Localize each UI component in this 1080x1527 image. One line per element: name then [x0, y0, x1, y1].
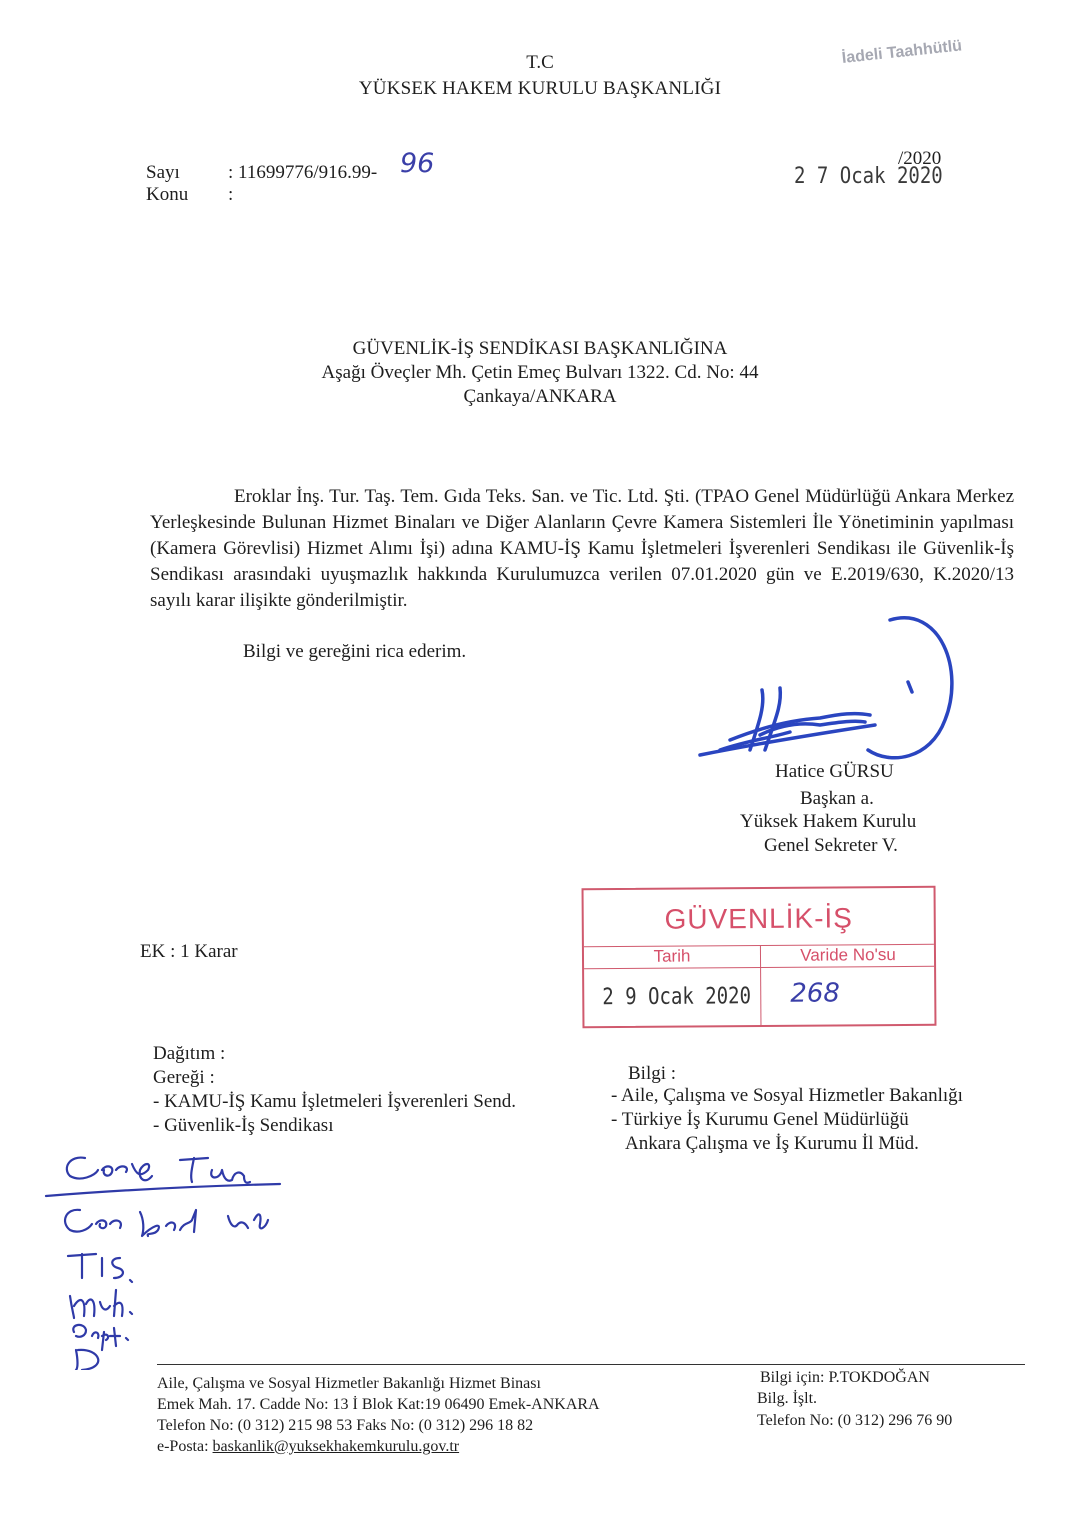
footer-contact-role: Bilg. İşlt.	[757, 1390, 818, 1407]
footer-address-line: Aile, Çalışma ve Sosyal Hizmetler Bakanlığı Hizmet Binası	[157, 1375, 541, 1392]
registered-mail-stamp: İadeli Taahhütlü	[841, 37, 963, 67]
footer-address-line: Emek Mah. 17. Cadde No: 13 İ Blok Kat:19 06490 Emek-ANKARA	[157, 1396, 600, 1413]
gereg-item: - KAMU-İŞ Kamu İşletmeleri İşverenleri Send.	[153, 1091, 517, 1112]
signatory-title-1: Başkan a.	[800, 788, 874, 809]
signatory-title-3: Genel Sekreter V.	[764, 835, 898, 856]
date-stamp: 2 7 Ocak 2020	[794, 163, 943, 189]
handwritten-notes	[40, 1140, 290, 1370]
received-stamp	[582, 886, 937, 1028]
date-printed-year: /2020	[898, 148, 942, 169]
signatory-name: Hatice GÜRSU	[775, 761, 894, 782]
addressee-city: Çankaya/ANKARA	[463, 386, 617, 407]
footer-phone-line: Telefon No: (0 312) 215 98 53 Faks No: (0 312) 296 18 82	[157, 1417, 534, 1434]
footer-contact-person: Bilgi için: P.TOKDOĞAN	[760, 1369, 930, 1386]
footer-divider	[157, 1364, 1025, 1365]
bilgi-item: - Aile, Çalışma ve Sosyal Hizmetler Bakanlığı	[611, 1085, 963, 1106]
bilgi-item: - Türkiye İş Kurumu Genel Müdürlüğü	[611, 1109, 909, 1130]
konu-label: Konu	[146, 184, 189, 205]
addressee-address: Aşağı Öveçler Mh. Çetin Emeç Bulvarı 1322. Cd. No: 44	[321, 362, 759, 383]
header-tc: T.C	[526, 52, 554, 73]
received-stamp-number: 268	[790, 978, 841, 1009]
sayi-handwritten-number: 96	[400, 148, 435, 179]
footer-email-label: e-Posta:	[157, 1438, 213, 1455]
sayi-label: Sayı	[146, 162, 180, 183]
received-stamp-date: 2 9 Ocak 2020	[602, 982, 752, 1011]
received-stamp-number-header: Varide No'su	[800, 945, 896, 965]
body-closing: Bilgi ve gereğini rica ederim.	[243, 641, 467, 662]
bilgi-label: Bilgi :	[628, 1063, 677, 1084]
footer-email-line	[157, 1437, 459, 1456]
addressee-name: GÜVENLİK-İŞ SENDİKASI BAŞKANLIĞINA	[352, 338, 728, 359]
attachment-line: EK : 1 Karar	[140, 941, 238, 962]
bilgi-item: Ankara Çalışma ve İş Kurumu İl Müd.	[625, 1133, 919, 1154]
received-stamp-date-header: Tarih	[653, 946, 691, 966]
header-organization: YÜKSEK HAKEM KURULU BAŞKANLIĞI	[358, 78, 722, 99]
footer-contact-phone: Telefon No: (0 312) 296 76 90	[757, 1412, 953, 1429]
body-paragraph: Eroklar İnş. Tur. Taş. Tem. Gıda Teks. San. ve Tic. Ltd. Şti. (TPAO Genel Müdürlüğü Ankara Merkez Yerleşkesinde Bulunan Hizmet Binaları ve Diğer Alanların Çevre Kamera Sistemleri İle Yönetiminin yapılması (Kamera Görevlisi) Hizmet Alımı İşi) adına KAMU-İŞ Kamu İşletmeleri İşverenleri Sendikası ile Güvenlik-İş Sendikası arasındaki uyuşmazlık hakkında Kurulumuzca verilen 07.01.2020 gün ve E.2019/630, K.2020/13 sayılı karar ilişikte gönderilmiştir.	[150, 486, 1014, 611]
konu-value: :	[228, 184, 234, 205]
received-stamp-org: GÜVENLİK-İŞ	[664, 902, 854, 935]
distribution-label: Dağıtım :	[153, 1043, 226, 1064]
signatory-title-2: Yüksek Hakem Kurulu	[740, 811, 917, 832]
gereg-label: Gereği :	[153, 1067, 215, 1088]
handwritten-signature	[690, 610, 960, 770]
footer-email-link[interactable]: baskanlik@yuksekhakemkurulu.gov.tr	[212, 1438, 460, 1455]
gereg-item: - Güvenlik-İş Sendikası	[153, 1115, 334, 1136]
sayi-value: : 11699776/916.99-	[228, 162, 378, 183]
